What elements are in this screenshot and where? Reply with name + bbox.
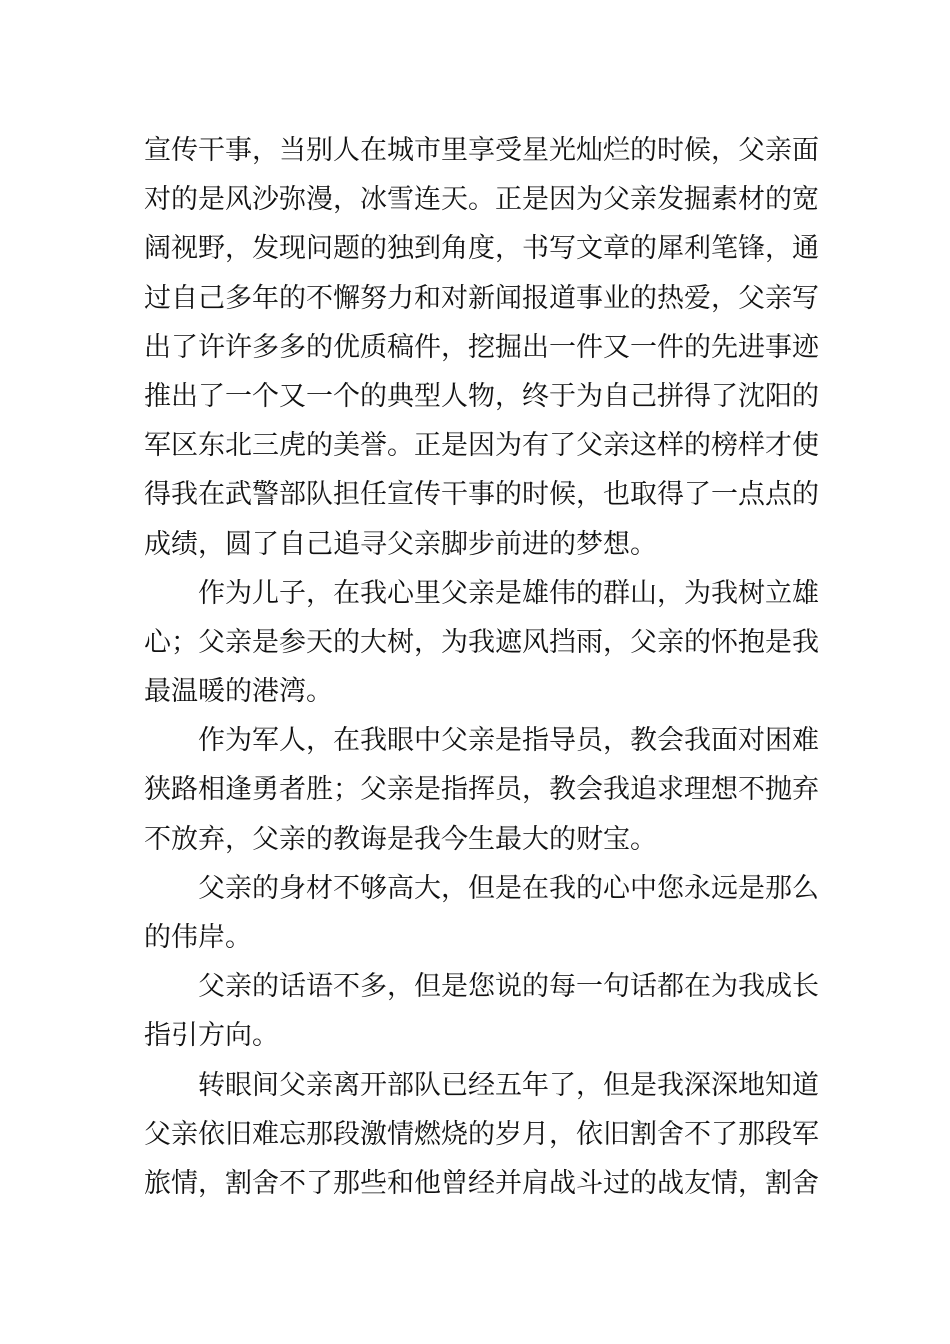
text-line: 军区东北三虎的美誉。正是因为有了父亲这样的榜样才使 bbox=[144, 430, 819, 462]
text-line: 心；父亲是参天的大树，为我遮风挡雨，父亲的怀抱是我 bbox=[144, 626, 819, 658]
text-line: 阔视野，发现问题的独到角度，书写文章的犀利笔锋，通 bbox=[144, 233, 819, 265]
text-line: 父亲依旧难忘那段激情燃烧的岁月，依旧割舍不了那段军 bbox=[144, 1118, 819, 1150]
text-line: 狭路相逢勇者胜；父亲是指挥员，教会我追求理想不抛弃 bbox=[144, 774, 819, 806]
text-line: 的伟岸。 bbox=[144, 922, 252, 953]
text-line: 得我在武警部队担任宣传干事的时候，也取得了一点点的 bbox=[144, 479, 819, 511]
text-line: 推出了一个又一个的典型人物，终于为自己拼得了沈阳的 bbox=[144, 380, 819, 412]
text-line: 指引方向。 bbox=[144, 1020, 279, 1052]
text-line: 父亲的话语不多，但是您说的每一句话都在为我成长 bbox=[198, 971, 819, 1003]
text-line: 最温暖的港湾。 bbox=[144, 676, 333, 708]
text-line: 旅情，割舍不了那些和他曾经并肩战斗过的战友情，割舍 bbox=[144, 1167, 819, 1199]
text-line: 作为军人，在我眼中父亲是指导员，教会我面对困难 bbox=[198, 725, 819, 757]
text-line: 转眼间父亲离开部队已经五年了，但是我深深地知道 bbox=[198, 1069, 819, 1101]
text-line: 父亲的身材不够高大，但是在我的心中您永远是那么 bbox=[198, 872, 819, 904]
text-line: 不放弃，父亲的教诲是我今生最大的财宝。 bbox=[144, 823, 657, 855]
text-line: 成绩，圆了自己追寻父亲脚步前进的梦想。 bbox=[144, 528, 657, 560]
text-line: 作为儿子，在我心里父亲是雄伟的群山，为我树立雄 bbox=[198, 577, 819, 609]
body-text bbox=[144, 126, 819, 1208]
text-line: 出了许许多多的优质稿件，挖掘出一件又一件的先进事迹 bbox=[144, 331, 819, 363]
text-line: 过自己多年的不懈努力和对新闻报道事业的热爱，父亲写 bbox=[144, 282, 819, 314]
text-line: 对的是风沙弥漫，冰雪连天。正是因为父亲发掘素材的宽 bbox=[144, 184, 819, 216]
text-line: 宣传干事，当别人在城市里享受星光灿烂的时候，父亲面 bbox=[144, 135, 819, 166]
